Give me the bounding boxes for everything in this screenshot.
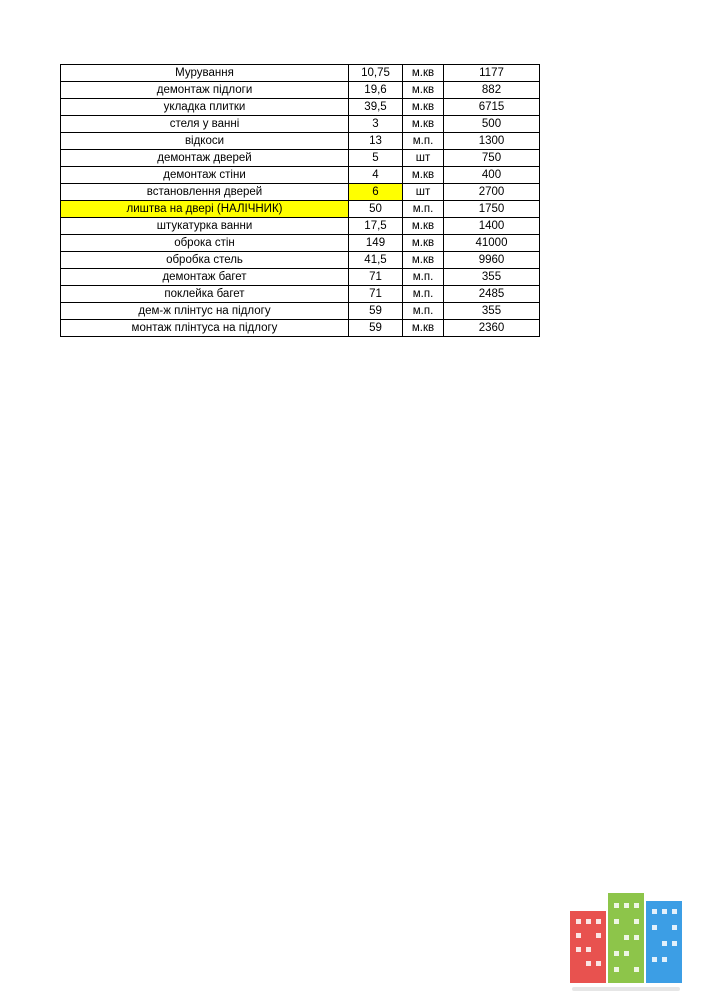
cell-qty[interactable]: 19,6 (349, 82, 403, 99)
cell-price[interactable]: 2700 (444, 184, 540, 201)
table-row (61, 167, 540, 184)
cell-name[interactable]: дем-ж плінтус на підлогу (61, 303, 349, 320)
cell-name[interactable]: встановлення дверей (61, 184, 349, 201)
table-row (61, 65, 540, 82)
table-row (61, 218, 540, 235)
cell-price[interactable]: 6715 (444, 99, 540, 116)
cell-qty[interactable]: 5 (349, 150, 403, 167)
cell-qty[interactable]: 17,5 (349, 218, 403, 235)
cell-unit[interactable]: м.кв (403, 235, 444, 252)
table-row (61, 252, 540, 269)
cell-qty[interactable]: 71 (349, 286, 403, 303)
cell-unit[interactable]: м.кв (403, 65, 444, 82)
cell-qty[interactable]: 10,75 (349, 65, 403, 82)
logo-watermark (568, 985, 684, 993)
cell-price[interactable]: 2360 (444, 320, 540, 337)
cell-unit[interactable]: м.кв (403, 252, 444, 269)
cell-price[interactable]: 500 (444, 116, 540, 133)
cell-price[interactable]: 882 (444, 82, 540, 99)
cell-unit[interactable]: м.кв (403, 167, 444, 184)
table-row (61, 269, 540, 286)
cell-qty[interactable]: 59 (349, 320, 403, 337)
cell-name[interactable]: монтаж плінтуса на підлогу (61, 320, 349, 337)
cell-qty[interactable]: 149 (349, 235, 403, 252)
cell-unit[interactable]: м.п. (403, 286, 444, 303)
cell-name[interactable]: відкоси (61, 133, 349, 150)
cell-unit[interactable]: шт (403, 184, 444, 201)
cell-name[interactable]: Мурування (61, 65, 349, 82)
cell-name[interactable]: демонтаж підлоги (61, 82, 349, 99)
cell-unit[interactable]: м.кв (403, 116, 444, 133)
cell-qty[interactable]: 59 (349, 303, 403, 320)
cell-name[interactable]: поклейка багет (61, 286, 349, 303)
cell-name[interactable]: демонтаж стіни (61, 167, 349, 184)
cell-price[interactable]: 355 (444, 269, 540, 286)
cell-unit[interactable]: м.п. (403, 303, 444, 320)
cell-name[interactable]: оброка стін (61, 235, 349, 252)
cell-qty[interactable]: 4 (349, 167, 403, 184)
cell-price[interactable]: 1177 (444, 65, 540, 82)
table-row (61, 150, 540, 167)
cell-unit[interactable]: м.п. (403, 201, 444, 218)
cell-price[interactable]: 2485 (444, 286, 540, 303)
cell-name[interactable]: укладка плитки (61, 99, 349, 116)
table-row (61, 133, 540, 150)
cell-unit[interactable]: м.п. (403, 269, 444, 286)
cell-qty[interactable]: 50 (349, 201, 403, 218)
cell-price[interactable]: 355 (444, 303, 540, 320)
cell-price[interactable]: 400 (444, 167, 540, 184)
cell-unit[interactable]: м.кв (403, 218, 444, 235)
cell-qty[interactable]: 13 (349, 133, 403, 150)
cell-name[interactable]: стеля у ванні (61, 116, 349, 133)
table-row (61, 184, 540, 201)
table-row (61, 320, 540, 337)
table-row (61, 116, 540, 133)
cell-name[interactable]: демонтаж дверей (61, 150, 349, 167)
cell-name[interactable]: демонтаж багет (61, 269, 349, 286)
table-row (61, 286, 540, 303)
table-row (61, 303, 540, 320)
cell-price[interactable]: 1300 (444, 133, 540, 150)
cell-price[interactable]: 1400 (444, 218, 540, 235)
cell-price[interactable]: 41000 (444, 235, 540, 252)
table-row (61, 201, 540, 218)
cell-unit[interactable]: м.кв (403, 99, 444, 116)
cell-unit[interactable]: м.кв (403, 82, 444, 99)
cell-price[interactable]: 9960 (444, 252, 540, 269)
cell-qty[interactable]: 41,5 (349, 252, 403, 269)
cell-name-highlighted[interactable]: лиштва на двері (НАЛІЧНИК) (61, 201, 349, 218)
cell-price[interactable]: 750 (444, 150, 540, 167)
table-row (61, 82, 540, 99)
cell-qty-highlighted[interactable]: 6 (349, 184, 403, 201)
table-row (61, 99, 540, 116)
cell-unit[interactable]: м.кв (403, 320, 444, 337)
cell-qty[interactable]: 71 (349, 269, 403, 286)
cell-unit[interactable]: м.п. (403, 133, 444, 150)
cell-price[interactable]: 1750 (444, 201, 540, 218)
building-logo-icon (568, 891, 684, 983)
cell-qty[interactable]: 3 (349, 116, 403, 133)
cell-unit[interactable]: шт (403, 150, 444, 167)
cell-name[interactable]: обробка стель (61, 252, 349, 269)
cell-name[interactable]: штукатурка ванни (61, 218, 349, 235)
cell-qty[interactable]: 39,5 (349, 99, 403, 116)
table-row (61, 235, 540, 252)
estimate-table (60, 64, 540, 337)
